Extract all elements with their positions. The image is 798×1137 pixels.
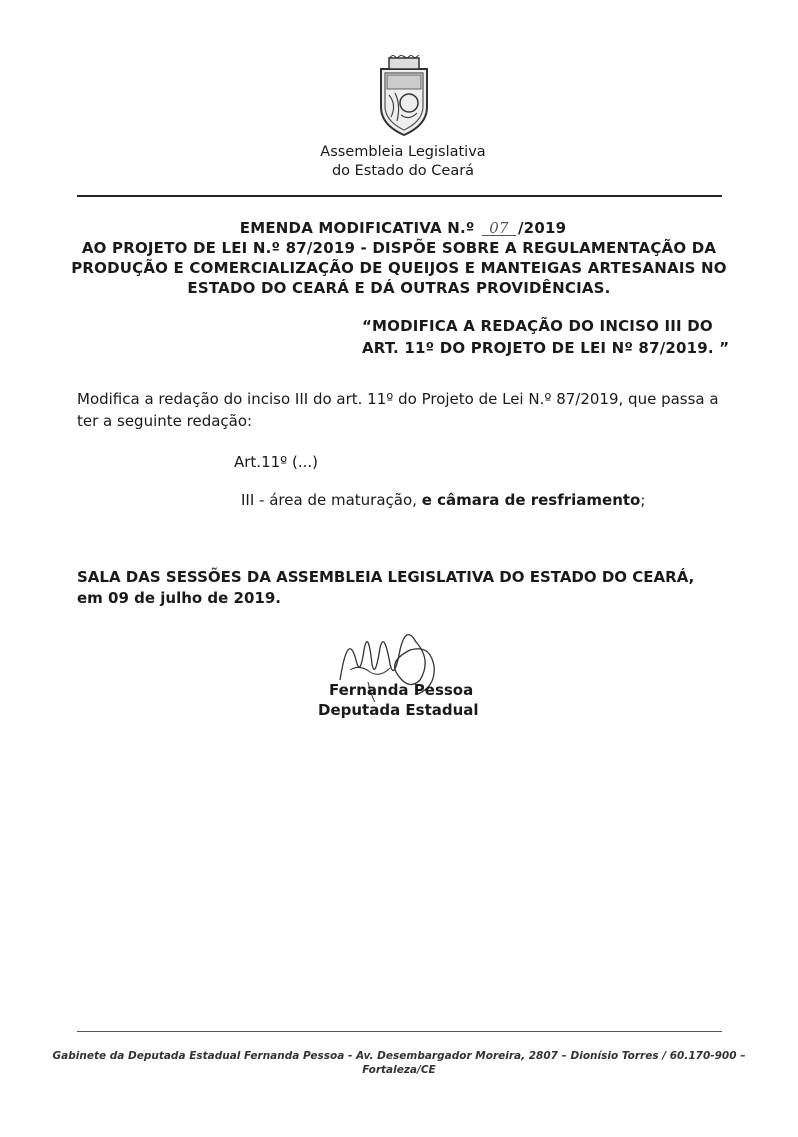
- footer-address-line2: Fortaleza/CE: [362, 1064, 436, 1076]
- organization-name-line1: Assembleia Legislativa: [320, 144, 486, 160]
- article-reference: Art.11º (...): [234, 453, 319, 471]
- inciso-bold: e câmara de resfriamento: [421, 491, 641, 509]
- session-closing: SALA DAS SESSÕES DA ASSEMBLEIA LEGISLATIVA DO ESTADO DO CEARÁ, em 09 de julho de 2019.: [77, 568, 695, 607]
- inciso-end: ;: [640, 491, 646, 509]
- organization-name-line2: do Estado do Ceará: [331, 163, 475, 179]
- footer-divider: [77, 1031, 722, 1032]
- body-paragraph: Modifica a redação do inciso III do art. 11º do Projeto de Lei N.º 87/2019, que passa a ter a seguinte redação:: [77, 390, 719, 430]
- signatory-role: Deputada Estadual: [318, 701, 479, 719]
- ementa-line2: ART. 11º DO PROJETO DE LEI Nº 87/2019. ”: [362, 339, 730, 357]
- header-divider: [77, 195, 722, 197]
- signatory-name: Fernanda Pessoa: [329, 681, 474, 699]
- bill-subject-line3: PRODUÇÃO E COMERCIALIZAÇÃO DE QUEIJOS E MANTEIGAS ARTESANAIS NO: [71, 259, 727, 277]
- handwritten-number: 07: [482, 222, 516, 236]
- bill-subject-line4: ESTADO DO CEARÁ E DÁ OUTRAS PROVIDÊNCIAS.: [187, 279, 611, 297]
- footer-address-line1: Gabinete da Deputada Estadual Fernanda Pessoa - Av. Desembargador Moreira, 2807 – Dionísio Torres / 60.170-900 –: [52, 1050, 746, 1062]
- amendment-title-year: /2019: [518, 219, 567, 237]
- amendment-title: [4, 219, 798, 237]
- inciso-plain: III - área de maturação,: [241, 491, 417, 509]
- bill-subject-line2: AO PROJETO DE LEI N.º 87/2019 - DISPÕE SOBRE A REGULAMENTAÇÃO DA: [81, 239, 717, 257]
- inciso-text: [241, 491, 645, 509]
- coat-of-arms-icon: [371, 55, 437, 137]
- ementa-line1: “MODIFICA A REDAÇÃO DO INCISO III DO: [362, 317, 713, 335]
- amendment-title-prefix: EMENDA MODIFICATIVA N.º: [239, 219, 475, 237]
